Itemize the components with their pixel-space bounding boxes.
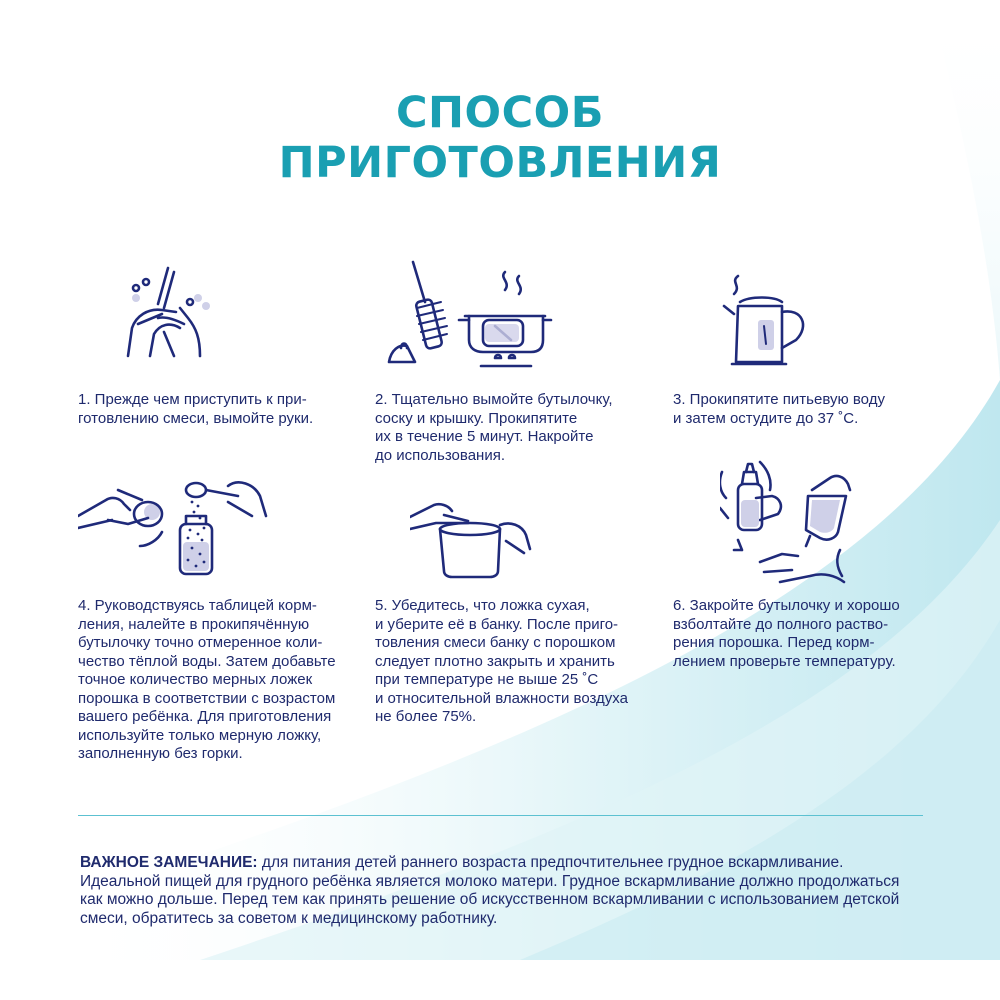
step-4-line: используйте только мерную ложку, <box>78 726 322 744</box>
step-4-text <box>78 597 336 764</box>
dry-scoop-can-icon <box>410 495 532 579</box>
title-line-1: СПОСОБ <box>396 88 604 138</box>
washing-hands-icon <box>118 258 218 368</box>
step-2-text <box>375 391 613 465</box>
step-5-line: и относительной влажности воздуха <box>375 689 628 707</box>
section-divider <box>78 815 923 816</box>
note-line-2: Идеальной пищей для грудного ребёнка является молоко матери. Грудное вскармливание должно продолжаться <box>80 872 900 890</box>
step-6-line: рения порошка. Перед корм- <box>673 634 875 651</box>
step-6-text <box>673 597 900 671</box>
step-6-line: 6. Закройте бутылочку и хорошо <box>673 597 900 614</box>
note-label: ВАЖНОЕ ЗАМЕЧАНИЕ: <box>80 854 258 871</box>
kettle-icon <box>720 270 810 370</box>
title-line-2: ПРИГОТОВЛЕНИЯ <box>278 138 722 188</box>
step-4-line: ления, налейте в прокипячённую <box>78 615 310 633</box>
step-6-line: взболтайте до полного раство- <box>673 615 889 633</box>
note-line-4: смеси, обратитесь за советом к медицинскому работнику. <box>80 909 498 927</box>
step-2-line: соску и крышку. Прокипятите <box>375 409 578 427</box>
step-4-line: чество тёплой воды. Затем добавьте <box>78 652 336 670</box>
shake-bottle-icon <box>720 458 860 588</box>
step-4-line: 4. Руководствуясь таблицей корм- <box>78 597 317 614</box>
step-3-text <box>673 391 885 428</box>
step-4-line: вашего ребёнка. Для приготовления <box>78 708 332 725</box>
bottle-brush-pot-icon <box>385 258 555 370</box>
step-1-line: 1. Прежде чем приступить к при- <box>78 391 307 408</box>
step-5-text <box>375 597 628 727</box>
step-5-line: товления смеси банку с порошком <box>375 634 616 651</box>
step-3-line: 3. Прокипятите питьевую воду <box>673 391 885 408</box>
step-2-line: 2. Тщательно вымойте бутылочку, <box>375 391 613 408</box>
step-5-line: 5. Убедитесь, что ложка сухая, <box>375 597 590 614</box>
step-5-line: следует плотно закрыть и хранить <box>375 652 615 670</box>
step-3-line: и затем остудите до 37 ˚С. <box>673 409 859 427</box>
page-title <box>0 88 1000 188</box>
important-note <box>80 854 925 928</box>
step-1-line: готовлению смеси, вымойте руки. <box>78 409 314 427</box>
note-first-line: для питания детей раннего возраста предпочтительнее грудное вскармливание. <box>257 854 844 871</box>
step-4-line: бутылочку точно отмеренное коли- <box>78 634 323 651</box>
step-5-line: при температуре не выше 25 ˚С <box>375 671 599 688</box>
step-4-line: порошка в соответствии с возрастом <box>78 689 336 707</box>
step-2-line: их в течение 5 минут. Накройте <box>375 428 594 445</box>
note-line-1 <box>80 854 925 873</box>
step-4-line: заполненную без горки. <box>78 745 243 762</box>
step-4-line: точное количество мерных ложек <box>78 671 313 688</box>
step-6-line: лением проверьте температуру. <box>673 652 896 670</box>
measuring-scoop-bottle-icon <box>78 476 268 578</box>
step-5-line: и уберите её в банку. После приго- <box>375 615 619 633</box>
note-line-3: как можно дольше. Перед тем как принять решение об искусственном вскармливании с использованием детской <box>80 891 900 908</box>
step-1-text <box>78 391 313 428</box>
step-5-line: не более 75%. <box>375 708 477 725</box>
step-2-line: до использования. <box>375 446 505 464</box>
